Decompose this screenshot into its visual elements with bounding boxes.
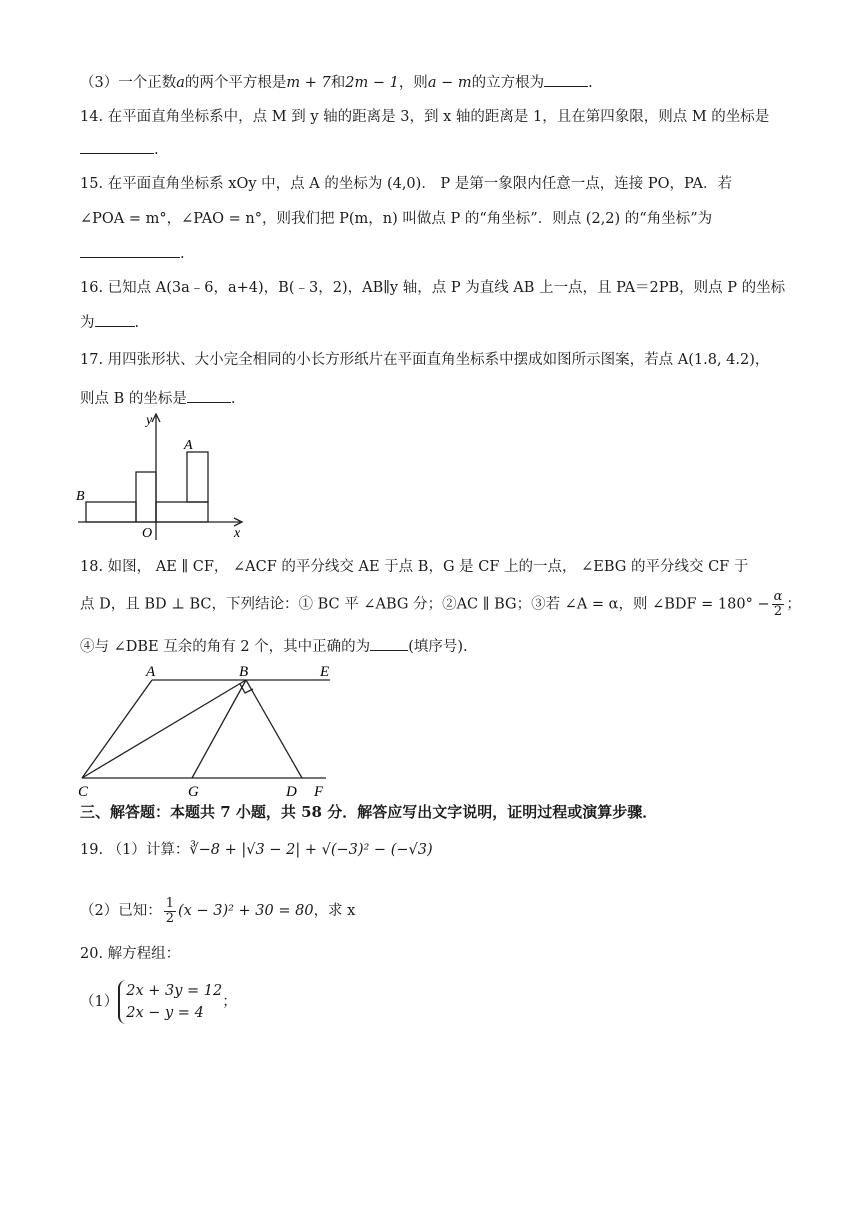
point-e-label: E (320, 664, 330, 680)
answer-blank[interactable] (544, 72, 588, 87)
point-f-label: F (314, 784, 324, 800)
point-b-label: B (76, 489, 85, 504)
question-15-line-2: ∠POA = m°，∠PAO = n°，则我们把 P(m，n) 叫做点 P 的“角坐标”．则点 (2,2) 的“角坐标”为 (80, 211, 713, 227)
question-15-answer-line: . (80, 243, 185, 264)
question-14-answer-line: . (80, 139, 159, 160)
question-14: 14. 在平面直角坐标系中，点 M 到 y 轴的距离是 3，到 x 轴的距离是 1，且在第四象限，则点 M 的坐标是 (80, 109, 770, 125)
question-18-line-2: 点 D，且 BD ⊥ BC，下列结论：① BC 平 ∠ABG 分；②AC ∥ BG；③若 ∠A = α，则 ∠BDF = 180° − $\frac{\alpha}{2}$ ； (80, 589, 801, 619)
point-g-label: G (188, 784, 199, 800)
point-a-label: A (146, 664, 156, 680)
point-b-label: B (239, 664, 249, 680)
one-half: $\frac{1}{2}$ (165, 895, 175, 926)
question-17-line-2: 则点 B 的坐标是 . (80, 388, 235, 409)
answer-blank[interactable] (80, 139, 154, 154)
equation-system: 2x + 3y = 12 2x − y = 4 (118, 980, 222, 1024)
answer-blank[interactable] (80, 243, 180, 258)
question-16-line-2: 为 . (80, 312, 139, 333)
answer-blank[interactable] (95, 312, 135, 327)
question-20-title: 20. 解方程组： (80, 946, 181, 962)
question-19-part-1: 19. （1）计算：∛−8 + |√3 − 2| + √(−3)² − (−√3) (80, 842, 433, 858)
parallel-lines-angle-figure (74, 660, 344, 800)
question-18-line-1: 18. 如图， AE ∥ CF， ∠ACF 的平分线交 AE 于点 B，G 是 CF 上的一点， ∠EBG 的平分线交 CF 于 (80, 559, 749, 575)
question-20-part-1: （1） 2x + 3y = 12 2x − y = 4 ； (80, 980, 237, 1024)
question-15-line-1: 15. 在平面直角坐标系 xOy 中，点 A 的坐标为 (4,0)． P 是第一象限内任意一点，连接 PO，PA．若 (80, 176, 732, 192)
point-d-label: D (286, 784, 297, 800)
section-3-heading: 三、解答题：本题共 7 小题，共 58 分．解答应写出文字说明，证明过程或演算步骤． (80, 803, 658, 821)
question-19-part-2: （2）已知： $\frac{1}{2}$ (x − 3)² + 30 = 80，求 x (80, 895, 356, 926)
origin-label: O (142, 526, 153, 541)
point-a-label: A (184, 438, 193, 453)
point-c-label: C (78, 784, 89, 800)
answer-blank[interactable] (187, 388, 231, 403)
alpha-over-two: $\frac{\alpha}{2}$ (773, 589, 783, 619)
answer-blank[interactable] (370, 636, 408, 651)
x-axis-label: x (234, 526, 241, 541)
question-16-line-1: 16. 已知点 A(3a﹣6，a+4)，B(﹣3，2)，AB∥y 轴，点 P 为直线 AB 上一点，且 PA＝2PB，则点 P 的坐标 (80, 280, 786, 296)
question-17-line-1: 17. 用四张形状、大小完全相同的小长方形纸片在平面直角坐标系中摆成如图所示图案，若点 A(1.8, 4.2)， (80, 352, 770, 368)
question-18-line-3: ④与 ∠DBE 互余的角有 2 个，其中正确的为 (填序号). (80, 636, 468, 657)
question-13-part-3: （3）一个正数a的两个平方根是m + 7和2m − 1，则a − m的立方根为 . (80, 72, 593, 93)
rectangles-coordinate-figure (74, 408, 254, 542)
y-axis-label: y (146, 413, 153, 428)
